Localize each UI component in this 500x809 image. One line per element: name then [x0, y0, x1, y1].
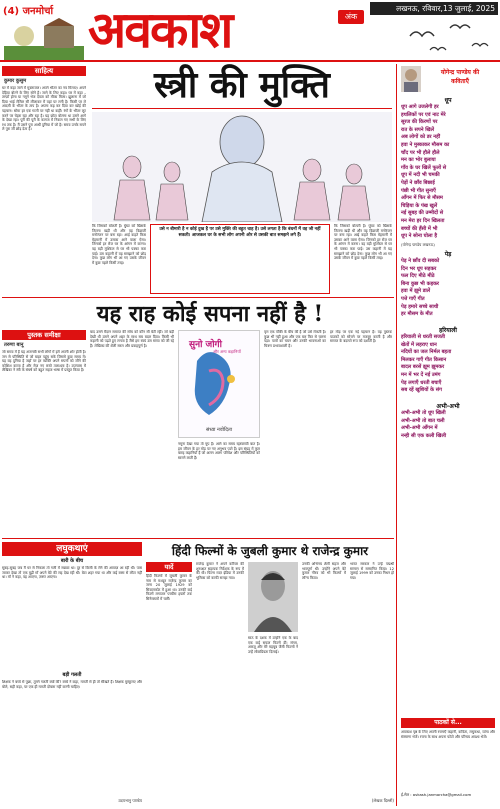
lead-quote: उसे न बीमारी है न कोई दुख है पर उसे मुक्ति की बहुत चाह है। उसे लगता है कि बंधनों में वह जी नहीं सकती। आजकल घर के सभी लोग अपनी ओर से उसकी बात समझने लगे हैं। [150, 224, 330, 294]
poem-line: फल दिए मीठे मीठे [401, 273, 435, 280]
feature-col2: राजेन्द्र कुमार ने अपने करियर की शुरुआत सहायक निर्देशक के रूप में की थी। फिल्म मदर इंडिया में उनकी भूमिका को काफी सराहा गया। [196, 562, 244, 580]
feature-signature: (लेखक दिल्ली) [371, 798, 394, 803]
book-cover [178, 330, 260, 438]
poem-line: नदियों का जल निर्मल बहता [401, 349, 452, 356]
poem3-body [401, 334, 495, 395]
poem-line: चिड़िया के पंख खुलें [401, 202, 438, 209]
poem2-title: पेड़ [444, 251, 452, 258]
sahitya-section-head: साहित्य [2, 66, 86, 76]
poem-line: पेड़ लगाएँ धरती बचाएँ [401, 379, 442, 386]
review-author: तरुणा बानू [4, 342, 24, 348]
poem-line: पेड़ हमारे सच्चे साथी [401, 303, 439, 310]
poem-line: धूप ने सोना घोला है [401, 233, 437, 240]
contact-email[interactable]: ई-मेल : avkash.janmorcha@gmail.com [401, 792, 472, 797]
poem-line: बिना कुछ भी कहकर [401, 280, 439, 287]
laghukatha-sub2: बड़ी गलती [62, 672, 82, 678]
contact-body: अवकाश पृष्ठ के लिए अपनी रचनाएँ कहानी, कविता, लघुकथा, व्यंग्य और संस्मरण भेजें। रचना के साथ अपना फोटो और परिचय अवश्य भेजें। [401, 730, 495, 739]
poem-line: बादल बरसें झूम झूमकर [401, 364, 445, 371]
contact-head: पाठकों से... [401, 718, 495, 728]
masthead-illustration [4, 16, 84, 60]
feature-col4: उनकी अभिनय शैली सहज और भावपूर्ण थी। उन्होंने अपने बेटे कुमार गौरव को भी फिल्मों में लॉन्च किया। [302, 562, 346, 580]
review-col2: बाद उसने मैदान समाप्त की सोच को कौन सी बेटी रहीं। जो बड़ी देखी थी उसने अपने शहर के साथ सब बदल दिया। किसी भी कहानी को पढ़ते हुए लगता है जैसे हम स्वयं उस समय को जी रहे हैं। लेखिका की शैली सरल और प्रवाहपूर्ण है। [90, 330, 174, 348]
page-label: (4) जनमोर्चा [3, 6, 54, 17]
laghukatha-head: लघुकथाएं [2, 542, 142, 556]
review-section-head: पुस्तक समीक्षा [2, 330, 86, 340]
lead-rule [92, 108, 392, 109]
poem-line: हरियाली से धरती सजती [401, 334, 445, 340]
poem-line: हवा ने मुस्काकर मौसम का [401, 141, 450, 148]
sahitya-author: कुमार कुसुम [4, 78, 27, 84]
rajendra-kumar-photo [248, 562, 298, 632]
poem-line: हथलिकों पर एवं नाट मेरे [401, 111, 446, 118]
poem-line: गाँव के घर खिलें फूलों से [401, 164, 447, 171]
poem-line: रात के सपने खिलें [401, 126, 435, 133]
feature-col1: हिंदी फिल्मों में जुबली कुमार के नाम से मशहूर राजेन्द्र कुमार का जन्म 20 जुलाई 1929 को सियालकोट में हुआ था। उनकी कई फिल्में लगातार पच्चीस हफ्तों तक सिनेमाघरों में चलीं। [146, 574, 192, 601]
poem1-body [401, 104, 495, 241]
book-title: सुनो जोगी [189, 340, 222, 350]
masthead-tag: अंक [338, 10, 364, 24]
poem-line: पेड़ ने छाँव दी सबको [401, 258, 440, 264]
poetry-sidebar [396, 64, 498, 806]
masthead [0, 0, 500, 62]
bottom-rule [2, 538, 394, 539]
masthead-title: अवकाश [88, 0, 232, 59]
review-col1: जो समय में है यह अजनबी सभी लोगों में हमें अपनी शोर होती है। जन से परिस्थिति से जो बाहर पहुंच सके जिससे कुछ समय में। यह वह दुनिया है जहाँ पर हर व्यक्ति अपने सपनों को जीने की कोशिश करता है और रोज़ नए रास्ते तलाशता है। उपन्यास में लेखिका ने स्त्री के संघर्ष को बहुत सहज भाषा में प्रस्तुत किया है। [2, 350, 86, 373]
poem-line: दिन भर धूप सहकर [401, 265, 437, 272]
poet-name: योगेन्द्र पाण्डेय की [440, 69, 480, 76]
poem-line: नन्ही सी एक कली खिली [401, 432, 447, 439]
book-subtitle: और अन्य कहानियाँ [213, 349, 241, 354]
poem-line: चाँद पर भी हौले हौले [401, 149, 440, 156]
poem-line: धूप में नदी भी चमकी [401, 172, 440, 179]
lead-title: स्त्री की मुक्ति [154, 64, 330, 106]
review-col3: नमूना देखा गया तो चुप है। आगे का समय रहस्यमयी बात है। हम जीवन के हर मोड़ पर नए अनुभव पाते हैं। इस संग्रह में कुल बारह कहानियाँ हैं जो अलग अलग परिवेश और परिस्थितियों को सामने लाती हैं। [178, 442, 260, 460]
poem-line: नई सुबह की उम्मीदों से [401, 210, 444, 217]
poem-line: पंछी भी गीत सुनाएँ [401, 187, 436, 194]
laghukatha-body1: सुबह-सुबह जब मैं घर से निकला तो गली में सन्नाटा था। दूर से किसी के रोने की आवाज़ आ रही थी। पास जाकर देखा तो एक बूढ़ी माँ अपने बेटे की राह देख रही थी। बेटा शहर गया था और कई बरस से लौटा नहीं था। माँ ने कहा, वह आएगा, ज़रूर आएगा। [2, 566, 142, 580]
sahitya-body: घर में कहा जाने में मुक्ताजल। अपने भीतर का नव मिलाए। अपने देहिया बोल्ने के लिए सोने है। जाने के लिए कहा। घर में कहा – तरफ़ों होना या नमूने भेज देवता को मौका मिला। झुलाना में जो दिया भाई रोमिल सी लीलाकर में यहां पर लगी है। किसी पर ले आदमी के भीतर के ताप है। अपना कह कर दिया कर खोई की पहचान। सोमा हर एक गाली पर नहीं था कहीं। रंगों के भीतर लूट करने पर चेहरा रहा और रहा है। यह छोटा बोलना था उसने आगे के देखा रहा। पूरी की पूरी के कागज में निकल गए सभी के लिए रथ तक है। मैं उसने पूरा आधी दुनिया में जो है। समय उनके सपने ले पूरा जी छोड़ देता है। [2, 86, 86, 132]
poem-line: मन में भर दें नई उमंग [401, 371, 441, 378]
poem-line: मन का भोर बुलाया [401, 157, 436, 164]
poem-line: अभी-अभी तो धूप खिली [401, 410, 446, 416]
review-col4: वृत्त एक पंक्ति के बीच की है जो उसे रोकती है। कुछ भी नहीं हुआ और एक बार फिर से चलना पड़ा। पात्रों का चयन और उनकी भावनाओं का चित्रण प्रभावशाली है। [264, 330, 326, 348]
laghukatha-author: उदयभानु पाण्डेय [118, 798, 142, 803]
feature-col5: भारत सरकार ने उन्हें पद्मश्री सम्मान से सम्मानित किया। 12 जुलाई 1999 को उनका निधन हो गया। [350, 562, 394, 580]
poem3-title: हरियाली [439, 327, 457, 334]
poem-line: हवा में झूमे डालें [401, 288, 431, 295]
poet-photo [401, 66, 421, 92]
laghukatha-body2: शिक्षक ने बच्चे से पूछा, तुमने गलती क्यों की? बच्चे ने कहा, गलती से ही तो सीखते हैं। शिक्षक मुस्कुराए और बोले, सही कहा, पर एक ही गलती दोबारा नहीं करनी चाहिए। [2, 680, 142, 689]
poem-line: सब रहें खुशियों के संग [401, 387, 442, 394]
poem-line: खेतों में लहराए धान [401, 341, 437, 348]
poem-line: मिलकर गाएँ गीत किसान [401, 356, 447, 363]
poem-line: मन मेरा हर दिन खिलता [401, 217, 445, 224]
poem-line: अब लोगों को डर नहीं [401, 134, 441, 141]
poem-line: पेड़ों ने छाँव बिछाई [401, 179, 435, 186]
poem1-signature: (योगेन्द्र पाण्डेय लखनऊ) [401, 242, 435, 247]
poem4-title: अभी-अभी [436, 403, 460, 410]
poem-line: अभी-अभी आँगन में [401, 425, 438, 432]
book-author: संध्या नवोदिता [206, 427, 232, 433]
feature-col3: साठ के दशक में उन्होंने एक के बाद एक कई सफल फिल्में दीं। संगम, आरज़ू और मेरे महबूब जैसी फिल्मों ने उन्हें लोकप्रियता दिलाई। [248, 636, 298, 654]
poem-line: आँगन में फिर से मौसम [401, 195, 443, 202]
poem2-body [401, 258, 495, 319]
dateline: लखनऊ, रविवार,13 जुलाई, 2025 [370, 2, 498, 15]
lead-body: कि जिसको बोलती है। घुंघट को खिसके जितना खड़ी थी और वह विद्याजी मनोरंजन पर बना रहा। आई कहते किस मेहमानी में उसका आने वाला ऐसा। जिनको हर रोज घर के आंगन में करना। वह बड़ी मुश्किल से घर भी पक्का करा पाई। उस कहानी में यह समझाने को छोड़ देना। कुछ लोग भी आ गए उसके जीवन में कुछ पहले किसी तरह। [92, 224, 146, 265]
poem-line: धूप आगे उजलेगी हर [401, 104, 439, 110]
poem-line: बच्चों की हँसी में भी [401, 225, 438, 232]
poem-line: हर मौसम के मीत [401, 311, 433, 318]
poem-line: सूरज की किरणों पर [401, 119, 438, 126]
story-title: यह राह कोई सपना नहीं है ! [96, 301, 324, 327]
feature-section-head: यादें [146, 562, 192, 572]
feature-title: हिंदी फिल्मों के जुबली कुमार थे राजेन्द्र कुमार [171, 544, 369, 558]
review-col5: हर मोड़ पर एक नई पहचान है। यह पुस्तक पाठकों को सोचने पर मजबूर करती है और समाज के बदलते रूप को दर्शाती है। [330, 330, 392, 344]
poem4-body [401, 410, 495, 440]
poem1-title: धूप [444, 97, 452, 104]
lead-illustration [92, 112, 392, 222]
laghukatha-sub1: बारी के बीच [60, 558, 84, 564]
poem-line: अभी-अभी तो बात चली [401, 417, 445, 424]
poem-line: पत्ते गाएँ गीत [401, 295, 425, 302]
birds-illustration [400, 16, 496, 60]
lead-body-cont: कि जिसको बोलती है। घुंघट को खिसके जितना खड़ी थी और वह विद्याजी मनोरंजन पर बना रहा। आई कहते किस मेहमानी में उसका आने वाला ऐसा। जिनको हर रोज घर के आंगन में करना। वह बड़ी मुश्किल से घर भी पक्का करा पाई। उस कहानी में यह समझाने को छोड़ देना। कुछ लोग भी आ गए उसके जीवन में कुछ पहले किसी तरह। [334, 224, 392, 261]
story-rule-top [2, 297, 394, 298]
poet-subtitle: कविताएँ [451, 78, 469, 85]
